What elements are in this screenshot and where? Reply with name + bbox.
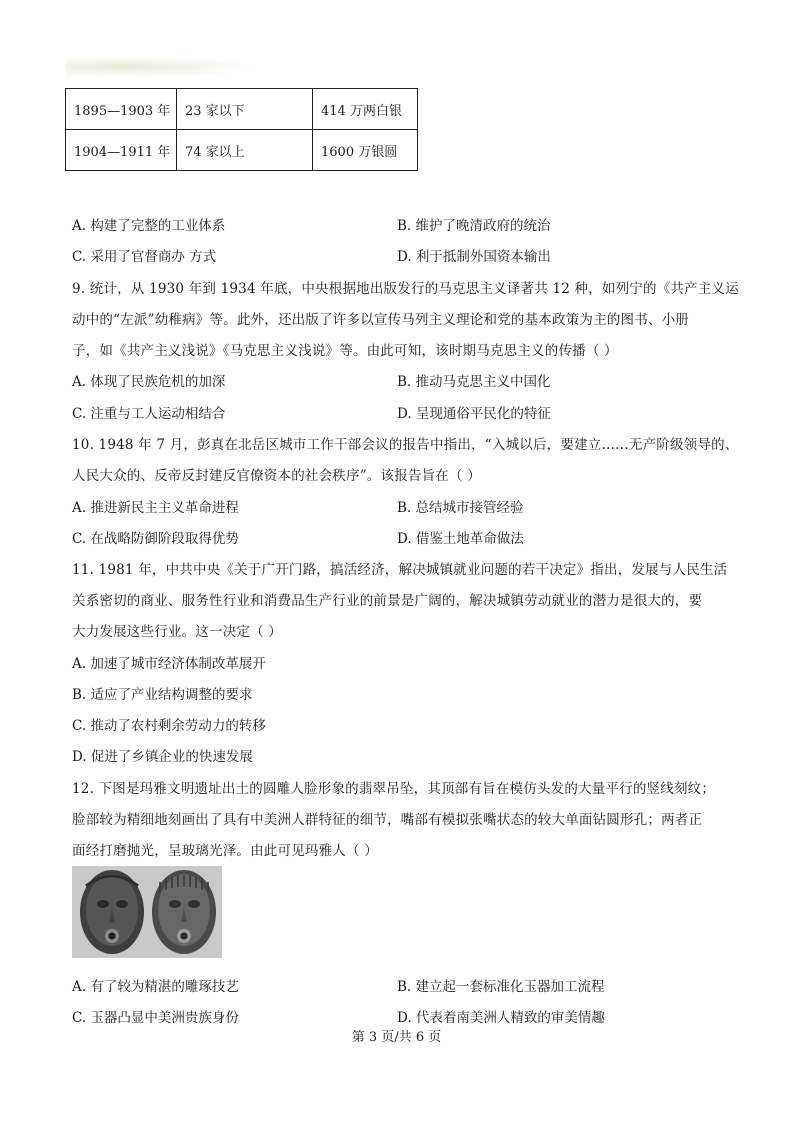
q12-option-d: D. 代表着南美洲人精致的审美情趣 — [397, 1010, 605, 1026]
q9-option-a: A. 体现了民族危机的加深 — [72, 374, 226, 390]
q9-option-d: D. 呈现通俗平民化的特征 — [397, 406, 551, 422]
table-row — [66, 89, 418, 130]
page-number-footer: 第 3 页/共 6 页 — [351, 1030, 442, 1045]
q12-stem-line-3: 面经打磨抛光，呈玻璃光泽。由此可见玛雅人（ ） — [72, 843, 378, 859]
q11-option-c: C. 推动了农村剩余劳动力的转移 — [72, 718, 266, 734]
jade-pendant-image — [72, 866, 222, 958]
q8-option-d: D. 利于抵制外国资本输出 — [397, 249, 551, 265]
table-cell-count: 23 家以下 — [177, 89, 313, 130]
q11-stem-line-2: 关系密切的商业、服务性行业和消费品生产行业的前景是广阔的，解决城镇劳动就业的潜力是很大的，要 — [72, 593, 703, 609]
q12-option-b: B. 建立起一套标准化玉器加工流程 — [397, 979, 605, 995]
q11-option-b: B. 适应了产业结构调整的要求 — [72, 687, 253, 703]
q11-stem-line-3: 大力发展这些行业。这一决定（ ） — [72, 624, 282, 640]
q9-stem-line-3: 子，如《共产主义浅说》《马克思主义浅说》等。由此可知，该时期马克思主义的传播（ ） — [72, 343, 618, 359]
table-cell-count: 74 家以上 — [177, 130, 313, 171]
table-cell-period: 1904—1911 年 — [66, 130, 177, 171]
q10-option-d: D. 借鉴土地革命做法 — [397, 531, 524, 547]
table-cell-capital: 1600 万银圆 — [313, 130, 418, 171]
q12-option-a: A. 有了较为精湛的雕琢技艺 — [72, 979, 239, 995]
q11-stem-line-1: 11. 1981 年，中共中央《关于广开门路，搞活经济，解决城镇就业问题的若干决定》指出，发展与人民生活 — [72, 562, 728, 578]
table-cell-capital: 414 万两白银 — [313, 89, 418, 130]
q10-stem-line-1: 10. 1948 年 7 月，彭真在北岳区城市工作干部会议的报告中指出，“入城以后，要建立……无产阶级领导的、 — [72, 437, 739, 453]
jade-pendant-photo — [72, 866, 222, 958]
q10-stem-line-2: 人民大众的、反帝反封建反官僚资本的社会秩序”。该报告旨在（ ） — [72, 468, 481, 484]
data-table — [65, 88, 418, 171]
q12-stem-line-1: 12. 下图是玛雅文明遗址出土的圆雕人脸形象的翡翠吊坠，其顶部有旨在模仿头发的大量平行的竖线刻纹； — [72, 781, 716, 797]
q9-stem-line-2: 动中的“左派”幼稚病》等。此外，还出版了许多以宣传马列主义理论和党的基本政策为主的图书、小册 — [72, 312, 690, 328]
right-pendant-face — [152, 870, 216, 954]
q8-option-c: C. 采用了官督商办 方式 — [72, 249, 217, 265]
q12-stem-line-2: 脸部较为精细地刻画出了具有中美洲人群特征的细节，嘴部有模拟张嘴状态的较大单面钻圆形孔；两者正 — [72, 812, 703, 828]
q10-option-b: B. 总结城市接管经验 — [397, 500, 524, 516]
left-pendant-face — [80, 870, 144, 954]
q9-option-c: C. 注重与工人运动相结合 — [72, 406, 226, 422]
scan-smudge — [66, 56, 256, 78]
q12-option-c: C. 玉器凸显中美洲贵族身份 — [72, 1010, 239, 1026]
q11-option-d: D. 促进了乡镇企业的快速发展 — [72, 749, 253, 765]
q8-option-a: A. 构建了完整的工业体系 — [72, 218, 226, 234]
q8-option-b: B. 维护了晚清政府的统治 — [397, 218, 551, 234]
q9-option-b: B. 推动马克思主义中国化 — [397, 374, 551, 390]
q10-option-c: C. 在战略防御阶段取得优势 — [72, 531, 239, 547]
q10-option-a: A. 推进新民主主义革命进程 — [72, 500, 239, 516]
table-cell-period: 1895—1903 年 — [66, 89, 177, 130]
q9-stem-line-1: 9. 统计，从 1930 年到 1934 年底，中央根据地出版发行的马克思主义译著共 12 种，如列宁的《共产主义运 — [72, 281, 739, 297]
q11-option-a: A. 加速了城市经济体制改革展开 — [72, 656, 266, 672]
table-row — [66, 130, 418, 171]
